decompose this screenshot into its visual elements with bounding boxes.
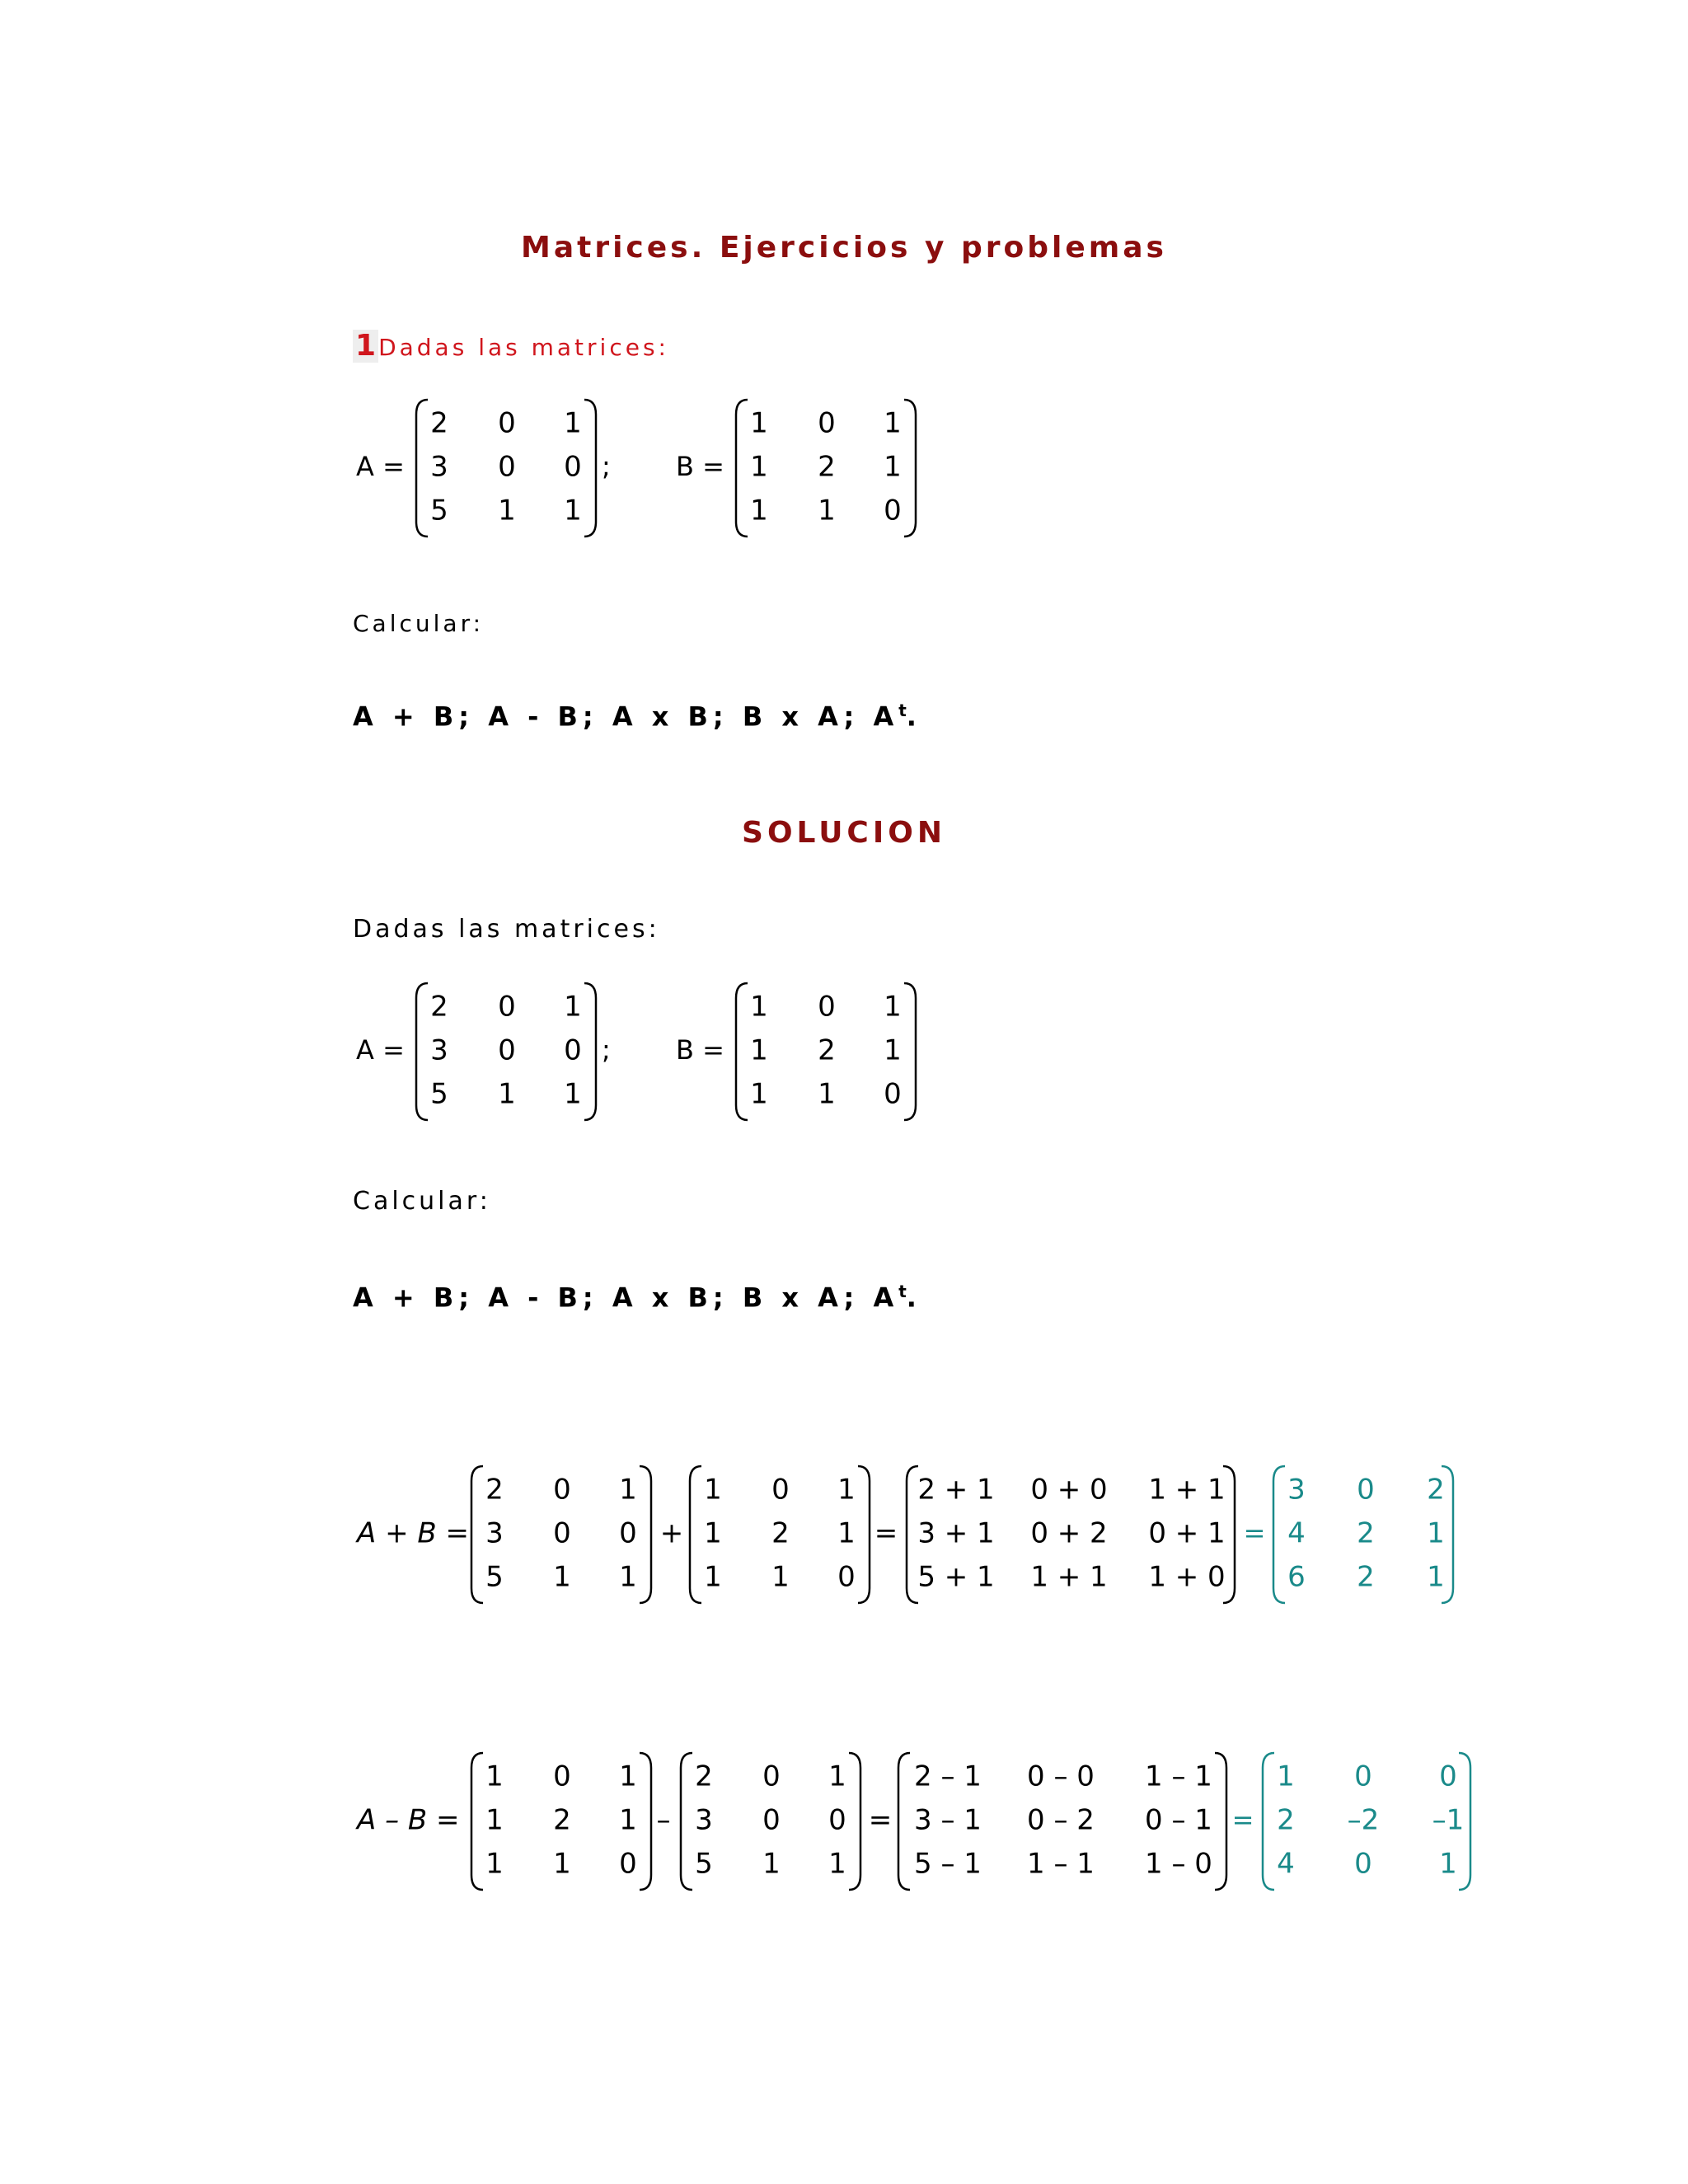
solution-a-label: A = xyxy=(356,1034,405,1066)
solution-matrix-a-right-paren xyxy=(584,983,596,1120)
sum-matrix-expr-cell: 2 + 1 xyxy=(917,1473,995,1507)
sum-matrix-a-cell: 0 xyxy=(553,1473,571,1507)
solution-matrix-a-cell: 0 xyxy=(498,990,516,1024)
problem-matrix-b-cell: 1 xyxy=(818,494,836,527)
solution-title: SOLUCION xyxy=(742,816,946,850)
sum-matrix-result-cell: 6 xyxy=(1287,1560,1306,1594)
diff-matrix-b-cell: 2 xyxy=(695,1760,713,1793)
problem-matrix-a-cell: 1 xyxy=(564,406,582,440)
sum-matrix-b-right-paren xyxy=(858,1466,870,1603)
solution-matrix-a-cell: 1 xyxy=(498,1077,516,1111)
diff-matrix-result-cell: 1 xyxy=(1277,1760,1295,1793)
solution-matrix-b-cell: 1 xyxy=(750,990,768,1024)
sum-matrix-b-cell: 1 xyxy=(771,1560,790,1594)
solution-matrix-b-cell: 1 xyxy=(884,990,902,1024)
diff-matrix-expr-cell: 0 – 0 xyxy=(1027,1760,1095,1793)
problem-calc-label: Calcular: xyxy=(353,610,485,637)
sum-matrix-b-cell: 1 xyxy=(704,1516,722,1550)
diff-matrix-b-left-paren xyxy=(681,1753,692,1890)
diff-minus: – xyxy=(656,1803,671,1837)
diff-matrix-b-cell: 0 xyxy=(828,1803,846,1837)
problem-matrix-b-cell: 1 xyxy=(750,450,768,484)
sum-matrix-a-cell: 3 xyxy=(485,1516,504,1550)
sum-matrix-b-cell: 0 xyxy=(837,1560,856,1594)
diff-matrix-a-cell: 1 xyxy=(485,1847,504,1881)
sum-plus: + xyxy=(659,1516,684,1550)
diff-matrix-b-cell: 1 xyxy=(762,1847,781,1881)
problem-matrix-a-left-paren xyxy=(416,400,428,537)
diff-matrix-expr-cell: 1 – 0 xyxy=(1145,1847,1212,1881)
diff-matrix-result-cell: 0 xyxy=(1439,1760,1457,1793)
sum-matrix-result-cell: 1 xyxy=(1427,1560,1445,1594)
sum-matrix-a-left-paren xyxy=(471,1466,483,1603)
diff-matrix-b-cell: 0 xyxy=(762,1803,781,1837)
solution-matrix-a-cell: 0 xyxy=(498,1033,516,1067)
solution-matrix-a-cell: 5 xyxy=(430,1077,448,1111)
sum-matrix-result-left-paren xyxy=(1273,1466,1285,1603)
sum-matrix-expr-cell: 0 + 1 xyxy=(1148,1516,1226,1550)
solution-ops-text: A + B; A - B; A x B; B x A; A xyxy=(353,1282,899,1314)
problem-matrix-b-cell: 1 xyxy=(750,406,768,440)
diff-matrix-result-cell: 1 xyxy=(1439,1847,1457,1881)
diff-matrix-expr-left-paren xyxy=(898,1753,910,1890)
solution-matrix-b-cell: 1 xyxy=(818,1077,836,1111)
diff-eq: = xyxy=(868,1803,893,1837)
sum-matrix-a-cell: 0 xyxy=(619,1516,637,1550)
diff-matrix-result-cell: –1 xyxy=(1432,1803,1465,1837)
diff-matrix-expr-cell: 1 – 1 xyxy=(1027,1847,1095,1881)
diff-matrix-a-cell: 1 xyxy=(553,1847,571,1881)
diff-matrix-result-cell: 2 xyxy=(1277,1803,1295,1837)
problem-matrix-a-right-paren xyxy=(584,400,596,537)
problem-intro-text: Dadas las matrices: xyxy=(378,334,669,361)
problem-ops-text: A + B; A - B; A x B; B x A; A xyxy=(353,701,899,733)
diff-matrix-result-cell: 0 xyxy=(1354,1760,1372,1793)
sum-matrix-b-cell: 0 xyxy=(771,1473,790,1507)
problem-ops-end: . xyxy=(906,701,921,733)
sum-matrix-b-cell: 2 xyxy=(771,1516,790,1550)
diff-matrix-a-left-paren xyxy=(471,1753,483,1890)
diff-matrix-a-cell: 0 xyxy=(553,1760,571,1793)
sum-matrix-b-cell: 1 xyxy=(704,1473,722,1507)
problem-a-label: A = xyxy=(356,451,405,482)
problem-operations xyxy=(353,701,921,733)
sum-matrix-result-cell: 0 xyxy=(1357,1473,1375,1507)
solution-matrix-b-cell: 0 xyxy=(884,1077,902,1111)
sum-matrix-b-left-paren xyxy=(690,1466,701,1603)
solution-matrix-a-cell: 1 xyxy=(564,990,582,1024)
problem-matrix-b-cell: 0 xyxy=(884,494,902,527)
problem-matrix-a-cell: 0 xyxy=(564,450,582,484)
sum-matrix-expr-cell: 1 + 1 xyxy=(1030,1560,1108,1594)
problem-matrix-b-cell: 1 xyxy=(884,450,902,484)
problem-ops-sup: t xyxy=(898,701,907,720)
diff-matrix-b-right-paren xyxy=(849,1753,860,1890)
solution-matrix-a-left-paren xyxy=(416,983,428,1120)
diff-matrix-expr-right-paren xyxy=(1215,1753,1226,1890)
problem-matrix-a-cell: 1 xyxy=(564,494,582,527)
diff-matrix-a-cell: 1 xyxy=(485,1760,504,1793)
sum-matrix-result-cell: 3 xyxy=(1287,1473,1306,1507)
diff-matrix-result-left-paren xyxy=(1263,1753,1274,1890)
diff-matrix-expr-cell: 0 – 1 xyxy=(1145,1803,1212,1837)
diff-matrix-a-cell: 2 xyxy=(553,1803,571,1837)
solution-matrix-a-cell: 2 xyxy=(430,990,448,1024)
diff-matrix-b-cell: 3 xyxy=(695,1803,713,1837)
sum-matrix-expr-left-paren xyxy=(907,1466,918,1603)
problem-matrix-a-cell: 2 xyxy=(430,406,448,440)
solution-ops-sup: t xyxy=(898,1282,907,1301)
diff-matrix-b-cell: 0 xyxy=(762,1760,781,1793)
sum-matrix-a-cell: 0 xyxy=(553,1516,571,1550)
problem-matrix-b-left-paren xyxy=(736,400,748,537)
solution-matrix-b-cell: 1 xyxy=(884,1033,902,1067)
solution-matrix-b-cell: 2 xyxy=(818,1033,836,1067)
solution-matrix-b-right-paren xyxy=(904,983,916,1120)
diff-matrix-a-cell: 1 xyxy=(619,1803,637,1837)
diff-eq-result: = xyxy=(1231,1804,1254,1835)
sum-matrix-expr-cell: 1 + 1 xyxy=(1148,1473,1226,1507)
solution-operations xyxy=(353,1282,921,1314)
sum-matrix-a-cell: 1 xyxy=(553,1560,571,1594)
diff-matrix-b-cell: 1 xyxy=(828,1847,846,1881)
problem-matrix-b-right-paren xyxy=(904,400,916,537)
problem-b-label: B = xyxy=(676,451,724,482)
sum-matrix-a-cell: 1 xyxy=(619,1560,637,1594)
sum-matrix-expr-cell: 1 + 0 xyxy=(1148,1560,1226,1594)
sum-matrix-result-cell: 2 xyxy=(1357,1560,1375,1594)
solution-calc-label: Calcular: xyxy=(353,1187,491,1216)
diff-matrix-expr-cell: 3 – 1 xyxy=(914,1803,982,1837)
sum-matrix-b-cell: 1 xyxy=(837,1516,856,1550)
problem-matrix-a-cell: 0 xyxy=(498,406,516,440)
sum-matrix-a-cell: 5 xyxy=(485,1560,504,1594)
sum-eq-result: = xyxy=(1243,1517,1266,1549)
diff-matrix-result-cell: –2 xyxy=(1347,1803,1380,1837)
diff-matrix-expr-cell: 1 – 1 xyxy=(1145,1760,1212,1793)
problem-matrix-b-cell: 1 xyxy=(884,406,902,440)
sum-matrix-a-cell: 2 xyxy=(485,1473,504,1507)
sum-matrix-result-cell: 2 xyxy=(1357,1516,1375,1550)
solution-b-label: B = xyxy=(676,1034,724,1066)
solution-matrix-b-cell: 1 xyxy=(750,1033,768,1067)
problem-matrix-a-cell: 5 xyxy=(430,494,448,527)
solution-matrix-b-cell: 1 xyxy=(750,1077,768,1111)
sum-matrix-b-cell: 1 xyxy=(837,1473,856,1507)
diff-matrix-b-cell: 1 xyxy=(828,1760,846,1793)
diff-matrix-a-right-paren xyxy=(640,1753,651,1890)
diff-matrix-expr-cell: 5 – 1 xyxy=(914,1847,982,1881)
sum-matrix-expr-cell: 0 + 2 xyxy=(1030,1516,1108,1550)
diff-matrix-result-cell: 0 xyxy=(1354,1847,1372,1881)
solution-matrix-a-cell: 1 xyxy=(564,1077,582,1111)
problem-number: 1 xyxy=(353,330,378,363)
problem-matrix-a-cell: 0 xyxy=(498,450,516,484)
diff-matrix-expr-cell: 2 – 1 xyxy=(914,1760,982,1793)
sum-eq: = xyxy=(874,1516,898,1550)
page-title: Matrices. Ejercicios y problemas xyxy=(521,231,1167,265)
problem-matrix-a-cell: 1 xyxy=(498,494,516,527)
diff-matrix-a-cell: 1 xyxy=(485,1803,504,1837)
sum-matrix-result-cell: 4 xyxy=(1287,1516,1306,1550)
solution-separator: ; xyxy=(602,1034,611,1066)
sum-matrix-result-cell: 2 xyxy=(1427,1473,1445,1507)
sum-matrix-a-right-paren xyxy=(640,1466,651,1603)
problem-matrix-b-cell: 1 xyxy=(750,494,768,527)
diff-matrix-a-cell: 1 xyxy=(619,1760,637,1793)
problem-matrix-b-cell: 2 xyxy=(818,450,836,484)
problem-matrix-a-cell: 3 xyxy=(430,450,448,484)
diff-matrix-expr-cell: 0 – 2 xyxy=(1027,1803,1095,1837)
solution-matrix-b-left-paren xyxy=(736,983,748,1120)
diff-lhs: A – B = xyxy=(357,1803,460,1837)
solution-matrix-a-cell: 3 xyxy=(430,1033,448,1067)
sum-lhs: A + B = xyxy=(357,1516,469,1550)
sum-matrix-expr-cell: 5 + 1 xyxy=(917,1560,995,1594)
problem-matrix-b-cell: 0 xyxy=(818,406,836,440)
diff-matrix-result-cell: 4 xyxy=(1277,1847,1295,1881)
diff-matrix-b-cell: 5 xyxy=(695,1847,713,1881)
solution-intro: Dadas las matrices: xyxy=(353,915,660,944)
sum-matrix-result-cell: 1 xyxy=(1427,1516,1445,1550)
sum-matrix-a-cell: 1 xyxy=(619,1473,637,1507)
solution-matrix-b-cell: 0 xyxy=(818,990,836,1024)
sum-matrix-expr-cell: 0 + 0 xyxy=(1030,1473,1108,1507)
problem-separator: ; xyxy=(602,451,611,482)
sum-matrix-expr-cell: 3 + 1 xyxy=(917,1516,995,1550)
diff-matrix-a-cell: 0 xyxy=(619,1847,637,1881)
solution-matrix-a-cell: 0 xyxy=(564,1033,582,1067)
sum-matrix-b-cell: 1 xyxy=(704,1560,722,1594)
solution-ops-end: . xyxy=(906,1282,921,1314)
